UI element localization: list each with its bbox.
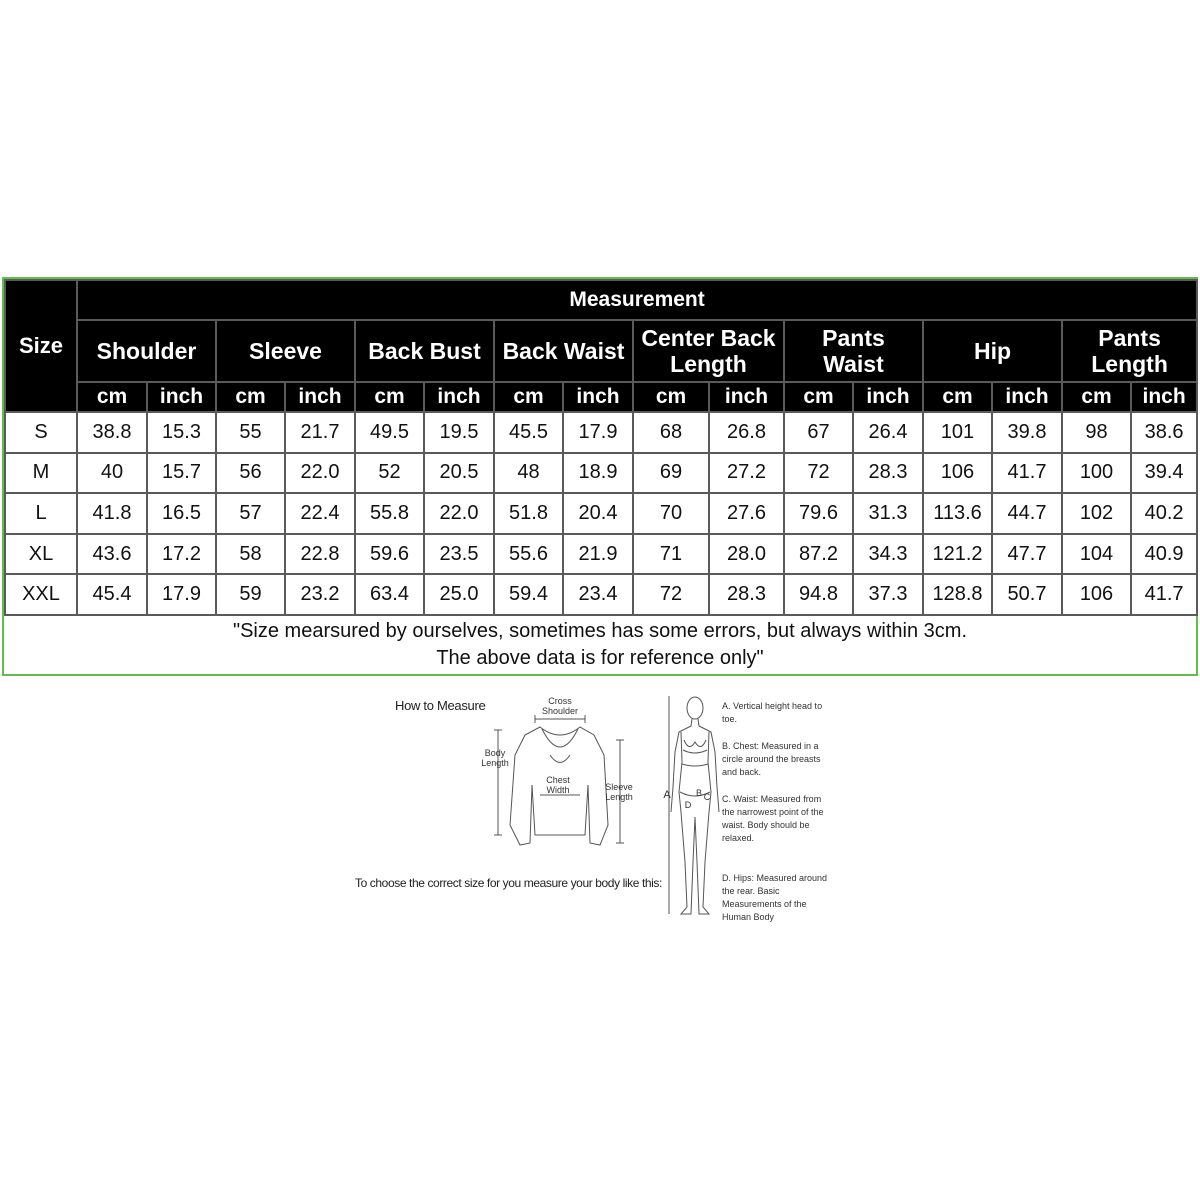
value-cell: 27.2 bbox=[709, 453, 784, 494]
table-row bbox=[5, 534, 1197, 575]
column-header-line: Sleeve bbox=[249, 338, 322, 364]
column-header-pants-waist bbox=[784, 320, 923, 382]
column-header-line: Waist bbox=[823, 351, 884, 377]
column-header-pants-length bbox=[1062, 320, 1197, 382]
legend-d: D. Hips: Measured around the rear. Basic Measurements of the Human Body bbox=[722, 873, 828, 922]
table-row bbox=[5, 493, 1197, 534]
value-cell: 18.9 bbox=[563, 453, 633, 494]
body-length-label: Body Length bbox=[481, 748, 509, 768]
value-cell: 52 bbox=[355, 453, 424, 494]
size-cell: L bbox=[5, 493, 77, 534]
chest-width-label: Chest Width bbox=[546, 775, 570, 795]
value-cell: 22.0 bbox=[285, 453, 355, 494]
unit-inch-header: inch bbox=[285, 382, 355, 412]
unit-inch-header: inch bbox=[853, 382, 923, 412]
unit-cm-header: cm bbox=[355, 382, 424, 412]
column-header-line: Back Bust bbox=[368, 338, 481, 364]
value-cell: 39.4 bbox=[1131, 453, 1197, 494]
legend-b: B. Chest: Measured in a circle around the breasts and back. bbox=[722, 741, 821, 777]
unit-cm-header: cm bbox=[216, 382, 285, 412]
column-header-hip bbox=[923, 320, 1062, 382]
column-header-back-bust bbox=[355, 320, 494, 382]
value-cell: 87.2 bbox=[784, 534, 853, 575]
value-cell: 55 bbox=[216, 412, 285, 453]
value-cell: 72 bbox=[633, 574, 709, 615]
how-to-measure-title: How to Measure bbox=[395, 698, 486, 713]
size-cell: M bbox=[5, 453, 77, 494]
value-cell: 69 bbox=[633, 453, 709, 494]
size-cell: S bbox=[5, 412, 77, 453]
column-header-shoulder bbox=[77, 320, 216, 382]
table-row bbox=[5, 453, 1197, 494]
value-cell: 23.4 bbox=[563, 574, 633, 615]
value-cell: 40.2 bbox=[1131, 493, 1197, 534]
label-c: C bbox=[703, 792, 711, 802]
size-header: Size bbox=[5, 280, 77, 412]
value-cell: 128.8 bbox=[923, 574, 992, 615]
value-cell: 51.8 bbox=[494, 493, 563, 534]
value-cell: 71 bbox=[633, 534, 709, 575]
value-cell: 59.4 bbox=[494, 574, 563, 615]
value-cell: 34.3 bbox=[853, 534, 923, 575]
value-cell: 41.8 bbox=[77, 493, 147, 534]
value-cell: 59.6 bbox=[355, 534, 424, 575]
value-cell: 37.3 bbox=[853, 574, 923, 615]
unit-cm-header: cm bbox=[633, 382, 709, 412]
value-cell: 26.8 bbox=[709, 412, 784, 453]
value-cell: 45.4 bbox=[77, 574, 147, 615]
value-cell: 102 bbox=[1062, 493, 1131, 534]
value-cell: 58 bbox=[216, 534, 285, 575]
value-cell: 59 bbox=[216, 574, 285, 615]
value-cell: 104 bbox=[1062, 534, 1131, 575]
value-cell: 26.4 bbox=[853, 412, 923, 453]
how-to-measure-figure bbox=[350, 690, 870, 935]
value-cell: 98 bbox=[1062, 412, 1131, 453]
size-cell: XL bbox=[5, 534, 77, 575]
value-cell: 17.9 bbox=[563, 412, 633, 453]
value-cell: 21.7 bbox=[285, 412, 355, 453]
unit-inch-header: inch bbox=[147, 382, 216, 412]
unit-cm-header: cm bbox=[494, 382, 563, 412]
column-header-line: Length bbox=[1091, 351, 1168, 377]
value-cell: 20.5 bbox=[424, 453, 494, 494]
header-row-units bbox=[5, 382, 1197, 412]
value-cell: 28.0 bbox=[709, 534, 784, 575]
unit-cm-header: cm bbox=[77, 382, 147, 412]
value-cell: 43.6 bbox=[77, 534, 147, 575]
value-cell: 100 bbox=[1062, 453, 1131, 494]
value-cell: 41.7 bbox=[1131, 574, 1197, 615]
unit-inch-header: inch bbox=[563, 382, 633, 412]
value-cell: 22.0 bbox=[424, 493, 494, 534]
value-cell: 67 bbox=[784, 412, 853, 453]
cross-shoulder-label: Cross Shoulder bbox=[541, 696, 579, 716]
value-cell: 28.3 bbox=[853, 453, 923, 494]
value-cell: 23.5 bbox=[424, 534, 494, 575]
value-cell: 31.3 bbox=[853, 493, 923, 534]
value-cell: 101 bbox=[923, 412, 992, 453]
column-header-center-back-length bbox=[633, 320, 784, 382]
value-cell: 121.2 bbox=[923, 534, 992, 575]
value-cell: 41.7 bbox=[992, 453, 1062, 494]
unit-inch-header: inch bbox=[424, 382, 494, 412]
value-cell: 17.9 bbox=[147, 574, 216, 615]
choose-size-instruction: To choose the correct size for you measure your body like this: bbox=[355, 876, 662, 890]
table-row bbox=[5, 574, 1197, 615]
size-cell: XXL bbox=[5, 574, 77, 615]
label-d: D bbox=[684, 800, 692, 810]
value-cell: 20.4 bbox=[563, 493, 633, 534]
column-header-back-waist bbox=[494, 320, 633, 382]
value-cell: 22.8 bbox=[285, 534, 355, 575]
label-b: B bbox=[695, 788, 702, 798]
value-cell: 38.8 bbox=[77, 412, 147, 453]
value-cell: 21.9 bbox=[563, 534, 633, 575]
value-cell: 38.6 bbox=[1131, 412, 1197, 453]
sleeve-length-label: Sleeve Length bbox=[605, 782, 633, 802]
legend-a: A. Vertical height head to toe. bbox=[722, 701, 823, 724]
header-row-columns bbox=[5, 320, 1197, 382]
size-chart-frame bbox=[2, 277, 1198, 676]
disclaimer-line-1: "Size mearsured by ourselves, sometimes has some errors, but always within 3cm. bbox=[232, 620, 968, 642]
value-cell: 40 bbox=[77, 453, 147, 494]
column-header-line: Pants bbox=[1098, 325, 1161, 351]
value-cell: 49.5 bbox=[355, 412, 424, 453]
value-cell: 17.2 bbox=[147, 534, 216, 575]
value-cell: 22.4 bbox=[285, 493, 355, 534]
disclaimer-line-2: The above data is for reference only" bbox=[436, 647, 764, 669]
value-cell: 44.7 bbox=[992, 493, 1062, 534]
value-cell: 16.5 bbox=[147, 493, 216, 534]
value-cell: 56 bbox=[216, 453, 285, 494]
value-cell: 57 bbox=[216, 493, 285, 534]
value-cell: 55.6 bbox=[494, 534, 563, 575]
legend-c: C. Waist: Measured from the narrowest point of the waist. Body should be relaxed. bbox=[722, 794, 824, 843]
value-cell: 15.7 bbox=[147, 453, 216, 494]
value-cell: 45.5 bbox=[494, 412, 563, 453]
header-row-measurement bbox=[5, 280, 1197, 320]
value-cell: 63.4 bbox=[355, 574, 424, 615]
value-cell: 68 bbox=[633, 412, 709, 453]
value-cell: 106 bbox=[1062, 574, 1131, 615]
value-cell: 106 bbox=[923, 453, 992, 494]
measurement-header: Measurement bbox=[77, 280, 1197, 320]
value-cell: 72 bbox=[784, 453, 853, 494]
value-cell: 70 bbox=[633, 493, 709, 534]
column-header-line: Pants bbox=[822, 325, 885, 351]
value-cell: 39.8 bbox=[992, 412, 1062, 453]
unit-cm-header: cm bbox=[784, 382, 853, 412]
body-measure-illustration bbox=[665, 692, 725, 922]
value-cell: 55.8 bbox=[355, 493, 424, 534]
value-cell: 23.2 bbox=[285, 574, 355, 615]
table-row bbox=[5, 412, 1197, 453]
value-cell: 40.9 bbox=[1131, 534, 1197, 575]
unit-cm-header: cm bbox=[1062, 382, 1131, 412]
value-cell: 50.7 bbox=[992, 574, 1062, 615]
column-header-line: Hip bbox=[973, 338, 1012, 364]
value-cell: 47.7 bbox=[992, 534, 1062, 575]
column-header-line: Shoulder bbox=[96, 338, 197, 364]
column-header-line: Length bbox=[670, 351, 747, 377]
value-cell: 28.3 bbox=[709, 574, 784, 615]
value-cell: 25.0 bbox=[424, 574, 494, 615]
column-header-line: Back Waist bbox=[502, 338, 625, 364]
value-cell: 27.6 bbox=[709, 493, 784, 534]
unit-cm-header: cm bbox=[923, 382, 992, 412]
value-cell: 94.8 bbox=[784, 574, 853, 615]
size-chart-table bbox=[4, 279, 1198, 616]
unit-inch-header: inch bbox=[709, 382, 784, 412]
value-cell: 15.3 bbox=[147, 412, 216, 453]
disclaimer-note bbox=[4, 616, 1196, 674]
label-a: A bbox=[663, 789, 671, 801]
column-header-line: Center Back bbox=[641, 325, 776, 351]
value-cell: 79.6 bbox=[784, 493, 853, 534]
unit-inch-header: inch bbox=[1131, 382, 1197, 412]
column-header-sleeve bbox=[216, 320, 355, 382]
value-cell: 19.5 bbox=[424, 412, 494, 453]
value-cell: 48 bbox=[494, 453, 563, 494]
value-cell: 113.6 bbox=[923, 493, 992, 534]
unit-inch-header: inch bbox=[992, 382, 1062, 412]
